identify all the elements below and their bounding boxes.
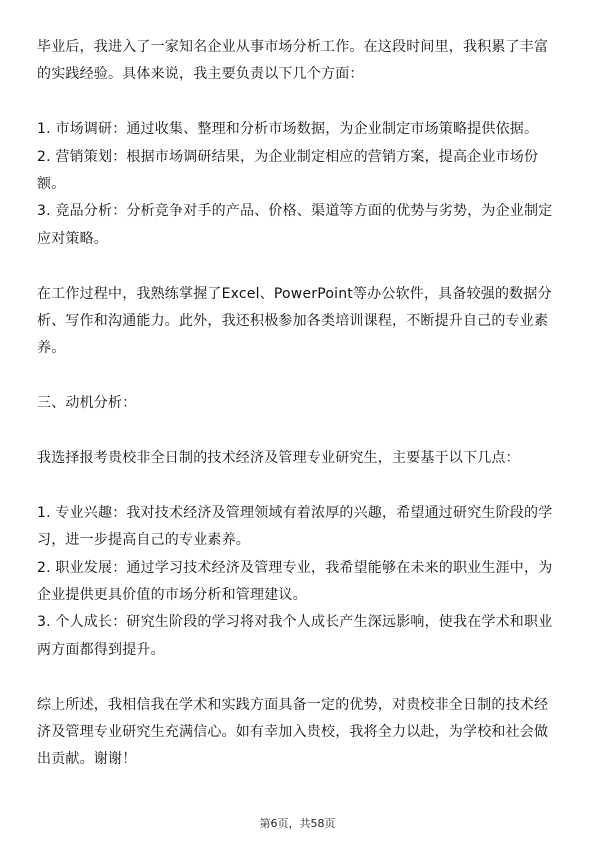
list-item-duty-3: 3. 竞品分析：分析竞争对手的产品、价格、渠道等方面的优势与劣势，为企业制定应对策略。 [37, 203, 553, 247]
paragraph-spacer [37, 418, 561, 445]
paragraph-spacer [37, 89, 561, 116]
paragraph-conclusion: 综上所述，我相信我在学术和实践方面具备一定的优势，对贵校非全日制的技术经济及管理专业研究生充满信心。如有幸加入贵校，我将全力以赴，为学校和社会做出贡献。谢谢！ [37, 696, 549, 768]
list-item-reason-3: 3. 个人成长：研究生阶段的学习将对我个人成长产生深远影响，使我在学术和职业两方面都得到提升。 [37, 614, 553, 658]
paragraph-spacer [37, 664, 561, 691]
list-item-reason-1: 1. 专业兴趣：我对技术经济及管理领域有着浓厚的兴趣，希望通过研究生阶段的学习，进一步提高自己的专业素养。 [37, 504, 553, 549]
paragraph-spacer [37, 363, 561, 390]
list-item-reason-2: 2. 职业发展：通过学习技术经济及管理专业，我希望能够在未来的职业生涯中，为企业提供更具价值的市场分析和管理建议。 [37, 559, 553, 604]
document-body [37, 34, 561, 774]
paragraph-motivation-intro: 我选择报考贵校非全日制的技术经济及管理专业研究生，主要基于以下几点： [37, 450, 520, 467]
list-item-duty-1: 1. 市场调研：通过收集、整理和分析市场数据，为企业制定市场策略提供依据。 [37, 121, 539, 138]
list-item-duty-2: 2. 营销策划：根据市场调研结果，为企业制定相应的营销方案，提高企业市场份额。 [37, 148, 539, 193]
page-number: 第6页，共58页 [259, 817, 336, 830]
paragraph-skills: 在工作过程中，我熟练掌握了Excel、PowerPoint等办公软件，具备较强的数据分析、写作和沟通能力。此外，我还积极参加各类培训课程，不断提升自己的专业素养。 [37, 285, 552, 357]
paragraph-spacer [37, 472, 561, 499]
paragraph-intro: 毕业后，我进入了一家知名企业从事市场分析工作。在这段时间里，我积累了丰富的实践经验。具体来说，我主要负责以下几个方面： [37, 39, 549, 83]
section-heading: 三、动机分析： [37, 395, 137, 412]
paragraph-spacer [37, 253, 561, 280]
